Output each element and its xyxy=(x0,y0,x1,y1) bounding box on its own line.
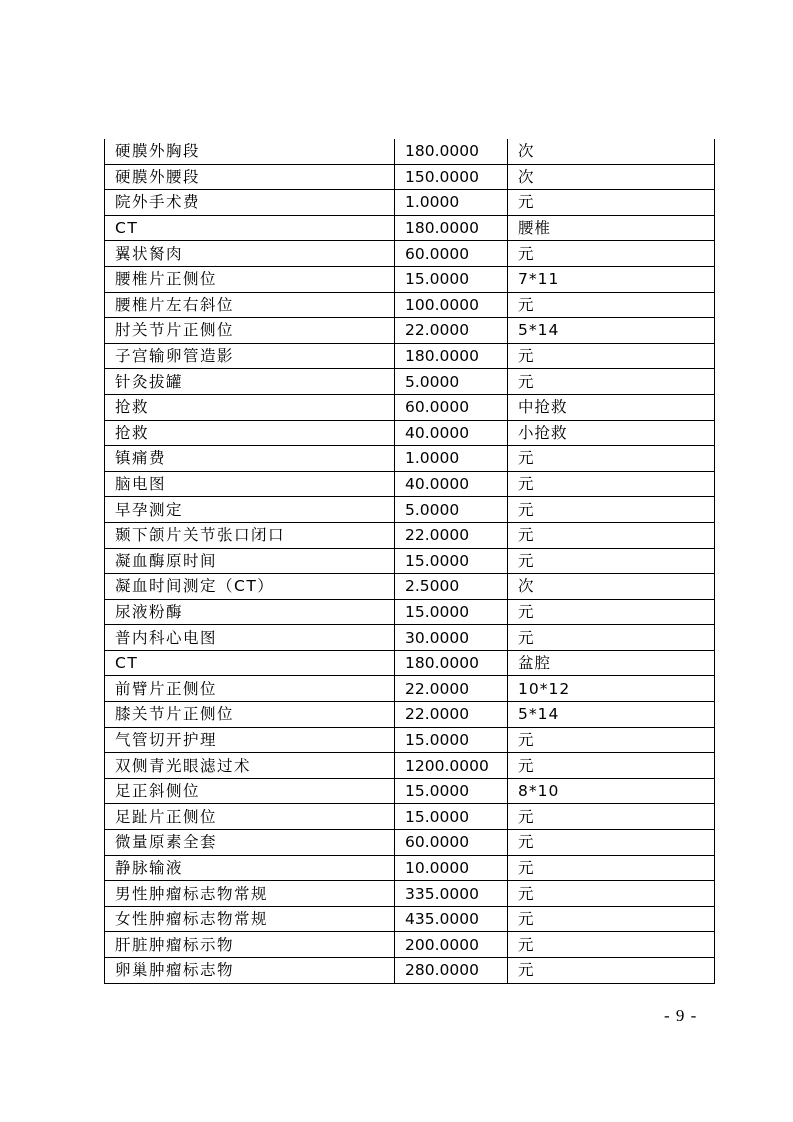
price-cell: 200.0000 xyxy=(395,932,508,958)
price-cell: 60.0000 xyxy=(395,394,508,420)
price-cell: 60.0000 xyxy=(395,241,508,267)
table-row xyxy=(105,369,715,395)
table-row xyxy=(105,625,715,651)
fee-table xyxy=(104,139,715,984)
table-row xyxy=(105,420,715,446)
item-name-cell: 女性肿瘤标志物常规 xyxy=(105,906,395,932)
price-cell: 15.0000 xyxy=(395,727,508,753)
price-cell: 100.0000 xyxy=(395,292,508,318)
item-name-cell: 镇痛费 xyxy=(105,446,395,472)
item-name-cell: 颞下颌片关节张口闭口 xyxy=(105,522,395,548)
price-cell: 22.0000 xyxy=(395,702,508,728)
unit-cell: 元 xyxy=(508,343,715,369)
table-row xyxy=(105,702,715,728)
unit-cell: 次 xyxy=(508,164,715,190)
price-cell: 1.0000 xyxy=(395,446,508,472)
item-name-cell: 早孕测定 xyxy=(105,497,395,523)
unit-cell: 元 xyxy=(508,804,715,830)
unit-cell: 元 xyxy=(508,292,715,318)
price-cell: 5.0000 xyxy=(395,369,508,395)
unit-cell: 元 xyxy=(508,881,715,907)
item-name-cell: 足趾片正侧位 xyxy=(105,804,395,830)
unit-cell: 元 xyxy=(508,906,715,932)
unit-cell: 次 xyxy=(508,139,715,164)
table-row xyxy=(105,215,715,241)
item-name-cell: 静脉输液 xyxy=(105,855,395,881)
item-name-cell: 腰椎片左右斜位 xyxy=(105,292,395,318)
unit-cell: 盆腔 xyxy=(508,650,715,676)
item-name-cell: 硬膜外胸段 xyxy=(105,139,395,164)
table-row xyxy=(105,471,715,497)
fee-table-body xyxy=(105,139,715,983)
price-cell: 150.0000 xyxy=(395,164,508,190)
table-row xyxy=(105,855,715,881)
table-row xyxy=(105,190,715,216)
item-name-cell: 气管切开护理 xyxy=(105,727,395,753)
price-cell: 15.0000 xyxy=(395,778,508,804)
table-row xyxy=(105,830,715,856)
table-row xyxy=(105,292,715,318)
unit-cell: 元 xyxy=(508,241,715,267)
price-cell: 15.0000 xyxy=(395,266,508,292)
price-cell: 40.0000 xyxy=(395,420,508,446)
unit-cell: 元 xyxy=(508,625,715,651)
unit-cell: 元 xyxy=(508,446,715,472)
price-cell: 15.0000 xyxy=(395,599,508,625)
unit-cell: 元 xyxy=(508,855,715,881)
table-row xyxy=(105,241,715,267)
unit-cell: 腰椎 xyxy=(508,215,715,241)
unit-cell: 元 xyxy=(508,932,715,958)
table-row xyxy=(105,548,715,574)
table-row xyxy=(105,522,715,548)
table-row xyxy=(105,804,715,830)
table-row xyxy=(105,881,715,907)
table-row xyxy=(105,778,715,804)
price-cell: 435.0000 xyxy=(395,906,508,932)
table-row xyxy=(105,318,715,344)
table-row xyxy=(105,932,715,958)
unit-cell: 元 xyxy=(508,497,715,523)
unit-cell: 元 xyxy=(508,727,715,753)
item-name-cell: 硬膜外腰段 xyxy=(105,164,395,190)
unit-cell: 7*11 xyxy=(508,266,715,292)
unit-cell: 元 xyxy=(508,190,715,216)
unit-cell: 元 xyxy=(508,522,715,548)
price-cell: 15.0000 xyxy=(395,804,508,830)
price-cell: 40.0000 xyxy=(395,471,508,497)
item-name-cell: 前臂片正侧位 xyxy=(105,676,395,702)
price-cell: 1.0000 xyxy=(395,190,508,216)
table-row xyxy=(105,394,715,420)
item-name-cell: 肘关节片正侧位 xyxy=(105,318,395,344)
table-row xyxy=(105,446,715,472)
item-name-cell: 翼状胬肉 xyxy=(105,241,395,267)
unit-cell: 元 xyxy=(508,471,715,497)
item-name-cell: 腰椎片正侧位 xyxy=(105,266,395,292)
table-row xyxy=(105,906,715,932)
item-name-cell: 足正斜侧位 xyxy=(105,778,395,804)
table-row xyxy=(105,574,715,600)
price-cell: 10.0000 xyxy=(395,855,508,881)
table-row xyxy=(105,343,715,369)
price-cell: 15.0000 xyxy=(395,548,508,574)
unit-cell: 小抢救 xyxy=(508,420,715,446)
price-cell: 22.0000 xyxy=(395,318,508,344)
price-cell: 180.0000 xyxy=(395,139,508,164)
price-cell: 1200.0000 xyxy=(395,753,508,779)
item-name-cell: 膝关节片正侧位 xyxy=(105,702,395,728)
price-cell: 280.0000 xyxy=(395,958,508,984)
item-name-cell: 凝血酶原时间 xyxy=(105,548,395,574)
table-row xyxy=(105,958,715,984)
item-name-cell: 男性肿瘤标志物常规 xyxy=(105,881,395,907)
unit-cell: 10*12 xyxy=(508,676,715,702)
price-cell: 22.0000 xyxy=(395,676,508,702)
table-row xyxy=(105,497,715,523)
item-name-cell: 双侧青光眼滤过术 xyxy=(105,753,395,779)
unit-cell: 次 xyxy=(508,574,715,600)
unit-cell: 元 xyxy=(508,958,715,984)
table-row xyxy=(105,139,715,164)
item-name-cell: 凝血时间测定（CT） xyxy=(105,574,395,600)
item-name-cell: 肝脏肿瘤标示物 xyxy=(105,932,395,958)
item-name-cell: 尿液粉酶 xyxy=(105,599,395,625)
unit-cell: 元 xyxy=(508,830,715,856)
unit-cell: 元 xyxy=(508,753,715,779)
price-cell: 60.0000 xyxy=(395,830,508,856)
item-name-cell: CT xyxy=(105,650,395,676)
unit-cell: 5*14 xyxy=(508,318,715,344)
item-name-cell: 抢救 xyxy=(105,394,395,420)
unit-cell: 8*10 xyxy=(508,778,715,804)
item-name-cell: 子宫输卵管造影 xyxy=(105,343,395,369)
table-row xyxy=(105,266,715,292)
unit-cell: 元 xyxy=(508,599,715,625)
table-row xyxy=(105,753,715,779)
item-name-cell: 普内科心电图 xyxy=(105,625,395,651)
price-cell: 5.0000 xyxy=(395,497,508,523)
table-row xyxy=(105,164,715,190)
price-cell: 30.0000 xyxy=(395,625,508,651)
price-cell: 180.0000 xyxy=(395,343,508,369)
price-cell: 335.0000 xyxy=(395,881,508,907)
table-row xyxy=(105,676,715,702)
unit-cell: 元 xyxy=(508,548,715,574)
price-cell: 180.0000 xyxy=(395,215,508,241)
price-cell: 180.0000 xyxy=(395,650,508,676)
unit-cell: 5*14 xyxy=(508,702,715,728)
table-row xyxy=(105,650,715,676)
price-cell: 22.0000 xyxy=(395,522,508,548)
item-name-cell: 微量原素全套 xyxy=(105,830,395,856)
unit-cell: 中抢救 xyxy=(508,394,715,420)
item-name-cell: CT xyxy=(105,215,395,241)
item-name-cell: 卵巢肿瘤标志物 xyxy=(105,958,395,984)
table-row xyxy=(105,727,715,753)
page-number: - 9 - xyxy=(664,1006,698,1025)
item-name-cell: 脑电图 xyxy=(105,471,395,497)
item-name-cell: 院外手术费 xyxy=(105,190,395,216)
item-name-cell: 针灸拔罐 xyxy=(105,369,395,395)
price-cell: 2.5000 xyxy=(395,574,508,600)
table-row xyxy=(105,599,715,625)
item-name-cell: 抢救 xyxy=(105,420,395,446)
unit-cell: 元 xyxy=(508,369,715,395)
